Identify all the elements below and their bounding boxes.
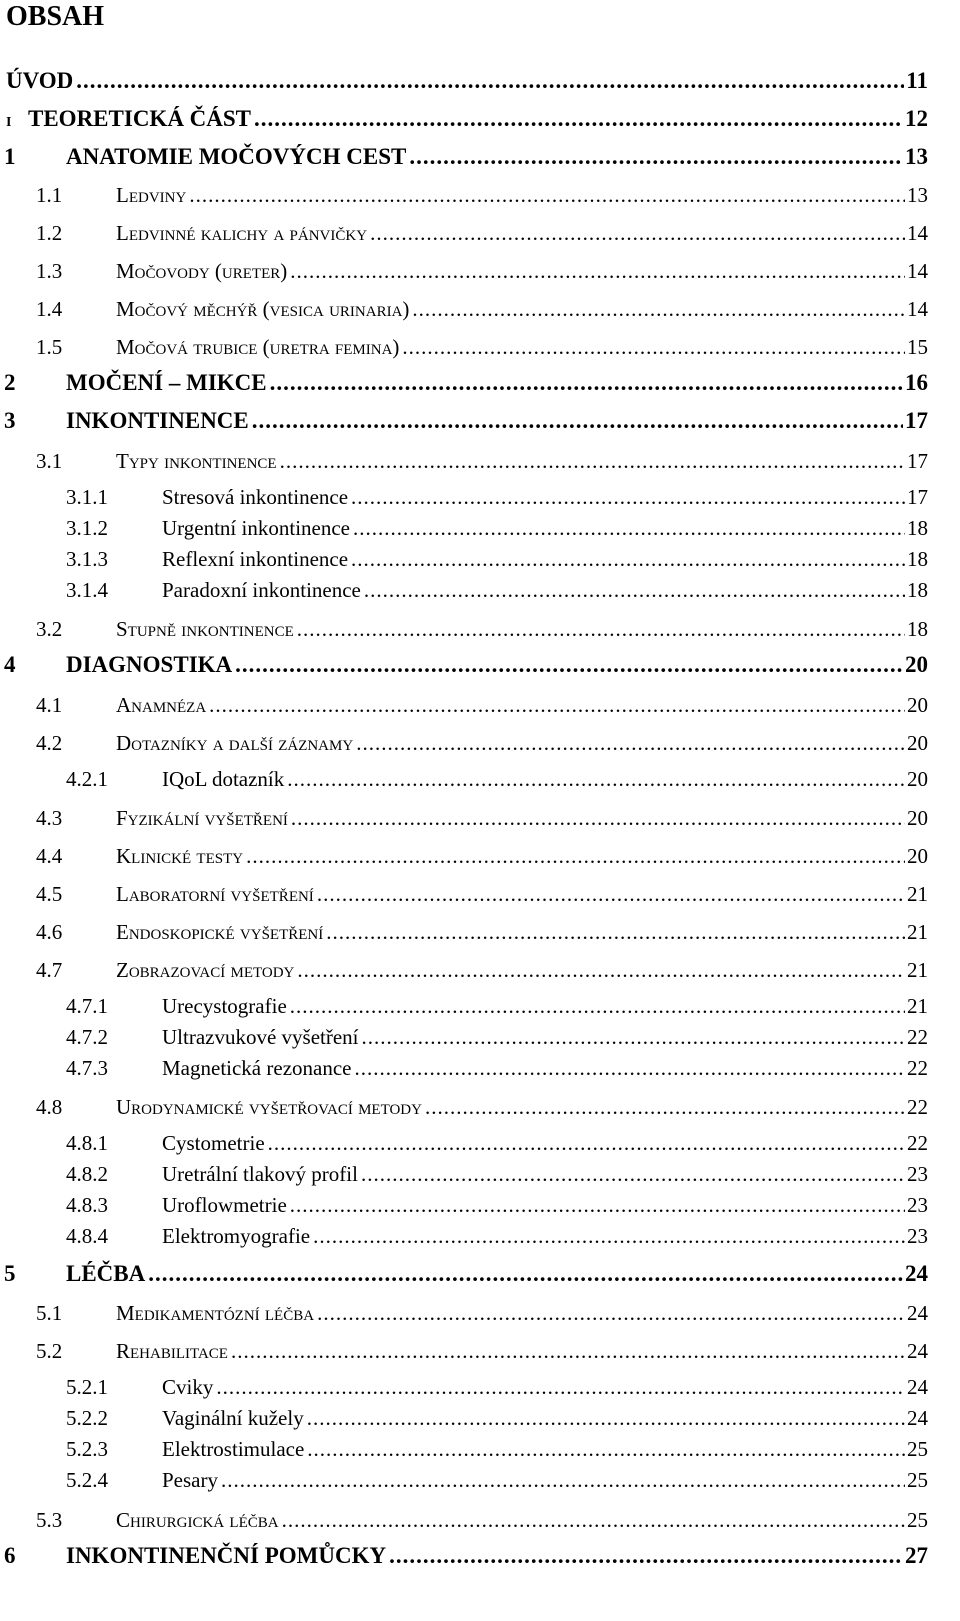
toc-leader-dots — [235, 650, 903, 680]
toc-entry-number: 3.1.1 — [66, 485, 108, 509]
toc-entry-page: 20 — [907, 767, 928, 791]
toc-leader-dots — [148, 1259, 903, 1289]
toc-entry-page: 20 — [905, 652, 928, 677]
toc-entry[interactable] — [0, 1298, 960, 1328]
toc-entry-number: 4.5 — [36, 882, 63, 906]
toc-entry[interactable] — [0, 368, 960, 398]
toc-leader-dots — [252, 406, 903, 436]
toc-entry-number: 5.2.1 — [66, 1375, 108, 1399]
toc-entry-label: Uroflowmetrie — [162, 1193, 287, 1217]
toc-entry-label: Vaginální kužely — [162, 1406, 304, 1430]
toc-entry-page: 24 — [907, 1339, 928, 1363]
toc-entry[interactable] — [0, 841, 960, 871]
toc-leader-dots — [402, 332, 905, 362]
toc-entry-page: 25 — [907, 1468, 928, 1492]
toc-leader-dots — [425, 1092, 905, 1122]
toc-entry-page: 18 — [907, 578, 928, 602]
toc-entry[interactable] — [0, 66, 960, 96]
toc-entry[interactable] — [0, 218, 960, 248]
toc-entry-label: Ledviny — [116, 183, 187, 207]
toc-entry-number: 1.5 — [36, 335, 63, 359]
toc-entry-page: 27 — [905, 1543, 928, 1568]
toc-entry-label: Klinické testy — [116, 844, 244, 868]
toc-entry-number: 4.6 — [36, 920, 63, 944]
toc-entry-number: 1.4 — [36, 297, 63, 321]
toc-entry-page: 20 — [907, 731, 928, 755]
toc-entry-label: IQoL dotazník — [162, 767, 285, 791]
toc-entry-number: 4.7.1 — [66, 994, 108, 1018]
toc-entry-page: 24 — [905, 1261, 928, 1286]
toc-entry[interactable] — [0, 446, 960, 476]
toc-entry-number: 5.2.4 — [66, 1468, 108, 1492]
toc-entry-page: 17 — [907, 449, 928, 473]
toc-entry[interactable] — [0, 955, 960, 985]
toc-leader-dots — [290, 1190, 905, 1220]
toc-entry-number: 1.3 — [36, 259, 63, 283]
toc-entry-page: 13 — [907, 183, 928, 207]
toc-entry[interactable] — [0, 256, 960, 286]
toc-entry[interactable] — [0, 650, 960, 680]
toc-entry-page: 21 — [907, 994, 928, 1018]
toc-leader-dots — [254, 104, 903, 134]
toc-entry[interactable] — [0, 513, 960, 543]
toc-entry-number: 4.2.1 — [66, 767, 108, 791]
toc-leader-dots — [189, 180, 905, 210]
toc-entry[interactable] — [0, 1128, 960, 1158]
toc-leader-dots — [76, 66, 904, 96]
toc-entry-page: 11 — [906, 68, 928, 93]
toc-entry-page: 24 — [907, 1406, 928, 1430]
toc-entry-label: Elektromyografie — [162, 1224, 311, 1248]
toc-leader-dots — [231, 1336, 905, 1366]
toc-leader-dots — [356, 728, 905, 758]
toc-leader-dots — [297, 614, 905, 644]
toc-entry-number: 5.2 — [36, 1339, 63, 1363]
toc-entry-number: 4.7 — [36, 958, 63, 982]
toc-leader-dots — [351, 482, 905, 512]
toc-leader-dots — [297, 955, 905, 985]
toc-entry-label: Cystometrie — [162, 1131, 265, 1155]
toc-entry[interactable] — [0, 728, 960, 758]
toc-entry[interactable] — [0, 482, 960, 512]
toc-entry-page: 24 — [907, 1375, 928, 1399]
toc-leader-dots — [287, 764, 905, 794]
toc-entry-label: Urgentní inkontinence — [162, 516, 350, 540]
toc-entry-number: 4.1 — [36, 693, 63, 717]
toc-entry-page: 18 — [907, 547, 928, 571]
toc-entry-number: 1 — [4, 144, 16, 169]
toc-leader-dots — [282, 1505, 905, 1535]
toc-entry-number: 3.1.3 — [66, 547, 108, 571]
toc-entry-number: 4 — [4, 652, 16, 677]
toc-entry-page: 20 — [907, 844, 928, 868]
toc-entry-page: 22 — [907, 1131, 928, 1155]
toc-leader-dots — [291, 803, 905, 833]
toc-entry-label: Endoskopické vyšetření — [116, 920, 324, 944]
toc-entry-label: Cviky — [162, 1375, 214, 1399]
toc-entry-label: Chirurgická léčba — [116, 1508, 279, 1532]
toc-entry-number: 5.1 — [36, 1301, 63, 1325]
toc-entry-page: 18 — [907, 617, 928, 641]
toc-entry-number: 4.3 — [36, 806, 63, 830]
toc-entry-page: 17 — [905, 408, 928, 433]
toc-entry[interactable] — [0, 1190, 960, 1220]
toc-entry-page: 22 — [907, 1056, 928, 1080]
toc-entry-page: 20 — [907, 806, 928, 830]
toc-entry[interactable] — [0, 1403, 960, 1433]
toc-entry-label: MOČENÍ – MIKCE — [66, 370, 267, 395]
toc-entry-page: 23 — [907, 1162, 928, 1186]
toc-leader-dots — [326, 917, 905, 947]
toc-entry-page: 21 — [907, 882, 928, 906]
toc-entry-label: Magnetická rezonance — [162, 1056, 352, 1080]
toc-entry-number: 4.2 — [36, 731, 63, 755]
toc-entry-label: Dotazníky a další záznamy — [116, 731, 354, 755]
toc-entry-page: 13 — [905, 144, 928, 169]
toc-entry-label: Močový měchýř (vesica urinaria) — [116, 297, 410, 321]
toc-entry-number: 4.8.4 — [66, 1224, 108, 1248]
toc-entry-page: 21 — [907, 920, 928, 944]
toc-entry-page: 18 — [907, 516, 928, 540]
toc-entry-page: 20 — [907, 693, 928, 717]
toc-leader-dots — [353, 513, 905, 543]
toc-entry[interactable] — [0, 180, 960, 210]
toc-entry-number: 3 — [4, 408, 16, 433]
toc-entry-label: Stupně inkontinence — [116, 617, 294, 641]
toc-entry-label: Anamnéza — [116, 693, 207, 717]
toc-leader-dots — [290, 256, 905, 286]
toc-entry-label: Ledvinné kalichy a pánvičky — [116, 221, 368, 245]
toc-entry-label: LÉČBA — [66, 1261, 146, 1286]
toc-leader-dots — [307, 1434, 905, 1464]
toc-entry[interactable] — [0, 1053, 960, 1083]
page-title: OBSAH — [6, 1, 105, 32]
toc-entry[interactable] — [0, 879, 960, 909]
toc-entry[interactable] — [0, 1092, 960, 1122]
toc-entry-number: 4.4 — [36, 844, 63, 868]
toc-entry[interactable] — [0, 406, 960, 436]
toc-entry[interactable] — [0, 803, 960, 833]
toc-entry[interactable] — [0, 1159, 960, 1189]
toc-entry[interactable] — [0, 104, 960, 134]
toc-entry-number: 4.7.3 — [66, 1056, 108, 1080]
toc-entry-label: Pesary — [162, 1468, 218, 1492]
toc-leader-dots — [270, 368, 903, 398]
toc-entry[interactable] — [0, 614, 960, 644]
toc-entry[interactable] — [0, 991, 960, 1021]
toc-entry[interactable] — [0, 544, 960, 574]
toc-entry-label: DIAGNOSTIKA — [66, 652, 233, 677]
toc-entry-page: 14 — [907, 297, 928, 321]
toc-entry[interactable] — [0, 1022, 960, 1052]
toc-entry-page: 21 — [907, 958, 928, 982]
toc-entry-label: Ultrazvukové vyšetření — [162, 1025, 359, 1049]
toc-leader-dots — [362, 1022, 905, 1052]
toc-entry[interactable] — [0, 142, 960, 172]
toc-entry-label: Elektrostimulace — [162, 1437, 305, 1461]
toc-entry-number: 3.1.2 — [66, 516, 108, 540]
toc-entry-number: 4.8.3 — [66, 1193, 108, 1217]
toc-entry-label: ANATOMIE MOČOVÝCH CEST — [66, 144, 407, 169]
toc-entry-page: 16 — [905, 370, 928, 395]
toc-leader-dots — [364, 575, 905, 605]
toc-leader-dots — [409, 142, 903, 172]
toc-leader-dots — [209, 690, 905, 720]
toc-leader-dots — [370, 218, 905, 248]
toc-entry-number: 5 — [4, 1261, 16, 1286]
toc-leader-dots — [361, 1159, 905, 1189]
toc-entry-label: Medikamentózní léčba — [116, 1301, 315, 1325]
toc-entry-label: Typy inkontinence — [116, 449, 277, 473]
toc-entry-page: 24 — [907, 1301, 928, 1325]
toc-entry-page: 22 — [907, 1025, 928, 1049]
toc-entry[interactable] — [0, 332, 960, 362]
toc-entry-number: 6 — [4, 1543, 16, 1568]
toc-entry-page: 25 — [907, 1508, 928, 1532]
toc-entry-number: 1.2 — [36, 221, 63, 245]
toc-leader-dots — [389, 1541, 903, 1571]
toc-entry-page: 23 — [907, 1224, 928, 1248]
toc-entry-page: 14 — [907, 221, 928, 245]
toc-leader-dots — [268, 1128, 905, 1158]
toc-entry-page: 17 — [907, 485, 928, 509]
toc-leader-dots — [313, 1221, 905, 1251]
toc-entry[interactable] — [0, 690, 960, 720]
toc-leader-dots — [351, 544, 905, 574]
toc-entry[interactable] — [0, 1372, 960, 1402]
toc-leader-dots — [280, 446, 905, 476]
toc-entry-number: 4.7.2 — [66, 1025, 108, 1049]
toc-entry-page: 15 — [907, 335, 928, 359]
toc-leader-dots — [216, 1372, 905, 1402]
toc-entry-label: Močová trubice (uretra femina) — [116, 335, 400, 359]
toc-entry[interactable] — [0, 1465, 960, 1495]
toc-entry-label: INKONTINENCE — [66, 408, 249, 433]
toc-leader-dots — [290, 991, 905, 1021]
toc-entry-number: 5.3 — [36, 1508, 63, 1532]
toc-entry[interactable] — [0, 1541, 960, 1571]
toc-entry[interactable] — [0, 1221, 960, 1251]
toc-entry[interactable] — [0, 1505, 960, 1535]
toc-entry-label: Urodynamické vyšetřovací metody — [116, 1095, 422, 1119]
toc-entry[interactable] — [0, 1259, 960, 1289]
toc-entry[interactable] — [0, 1434, 960, 1464]
toc-entry-number: 4.8 — [36, 1095, 63, 1119]
toc-leader-dots — [354, 1053, 905, 1083]
toc-entry-number: 3.1.4 — [66, 578, 108, 602]
toc-leader-dots — [317, 1298, 905, 1328]
toc-entry-label: Stresová inkontinence — [162, 485, 349, 509]
toc-entry-number: 3.1 — [36, 449, 63, 473]
toc-entry-label: Urecystografie — [162, 994, 287, 1018]
toc-entry-number: 1.1 — [36, 183, 63, 207]
toc-entry-label: Uretrální tlakový profil — [162, 1162, 358, 1186]
toc-entry-page: 23 — [907, 1193, 928, 1217]
toc-entry[interactable] — [0, 294, 960, 324]
toc-entry[interactable] — [0, 1336, 960, 1366]
toc-entry-label: Rehabilitace — [116, 1339, 228, 1363]
toc-entry-label: Zobrazovací metody — [116, 958, 295, 982]
toc-entry-page: 25 — [907, 1437, 928, 1461]
toc-leader-dots — [246, 841, 905, 871]
toc-leader-dots — [412, 294, 905, 324]
toc-entry-number: 5.2.3 — [66, 1437, 108, 1461]
toc-leader-dots — [221, 1465, 905, 1495]
toc-leader-dots — [317, 879, 905, 909]
toc-entry-label: Fyzikální vyšetření — [116, 806, 288, 830]
toc-entry-label: Močovody (ureter) — [116, 259, 288, 283]
toc-entry-number: 5.2.2 — [66, 1406, 108, 1430]
toc-entry-label: Paradoxní inkontinence — [162, 578, 361, 602]
toc-entry-page: 22 — [907, 1095, 928, 1119]
toc-entry-label: TEORETICKÁ ČÁST — [28, 106, 252, 131]
toc-entry-label: INKONTINENČNÍ POMŮCKY — [66, 1543, 387, 1568]
toc-entry-number: 4.8.2 — [66, 1162, 108, 1186]
toc-entry-number: 4.8.1 — [66, 1131, 108, 1155]
toc-leader-dots — [307, 1403, 905, 1433]
toc-entry-page: 14 — [907, 259, 928, 283]
toc-entry-label: Laboratorní vyšetření — [116, 882, 314, 906]
toc-entry-label: Reflexní inkontinence — [162, 547, 349, 571]
toc-entry[interactable] — [0, 764, 960, 794]
toc-entry-page: 12 — [905, 106, 928, 131]
toc-entry-number: 3.2 — [36, 617, 63, 641]
toc-entry[interactable] — [0, 575, 960, 605]
toc-entry-number: I — [6, 115, 12, 130]
toc-entry-number: 2 — [4, 370, 16, 395]
toc-entry[interactable] — [0, 917, 960, 947]
toc-entry-label: ÚVOD — [6, 68, 74, 93]
